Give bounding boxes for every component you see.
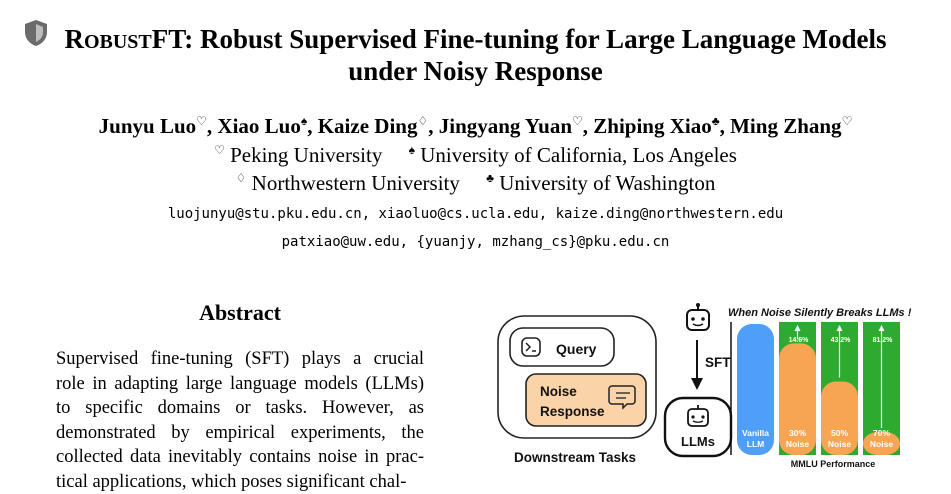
abstract-line: Supervised fine-tuning (SFT) plays a crucial [56, 347, 424, 372]
author-list: Junyu Luo♡, Xiao Luo♠, Kaize Ding♢, Jingyang Yuan♡, Zhiping Xiao♣, Ming Zhang♡ [0, 114, 951, 139]
abstract-line: tical applications, which poses significant chal- [56, 470, 424, 494]
robot-icon [687, 303, 709, 330]
mmlu-bar-chart [731, 322, 900, 455]
abstract-line: collected data inevitably contains noise in prac- [56, 445, 424, 470]
abstract-heading: Abstract [56, 300, 424, 326]
email-line-2: patxiao@uw.edu, {yuanjy, mzhang_cs}@pku.edu.cn [0, 234, 951, 250]
affiliation-line-2: ♢ Northwestern University ♣ University of Washington [0, 171, 951, 196]
affiliation-pku: Peking University [230, 143, 382, 167]
response-label: Response [540, 404, 605, 419]
abstract-line: role in adapting large language models (LLMs) [56, 372, 424, 397]
email-line-1: luojunyu@stu.pku.edu.cn, xiaoluo@cs.ucla.edu, kaize.ding@northwestern.edu [0, 206, 951, 222]
overview-figure [490, 298, 940, 477]
chart-category-label: 30% [789, 428, 806, 438]
affiliation-ucla: University of California, Los Angeles [420, 143, 737, 167]
affiliation-uw: University of Washington [499, 171, 715, 195]
downstream-label: Downstream Tasks [514, 450, 636, 465]
paper-title [0, 24, 951, 58]
title-line-1: FT: Robust Supervised Fine-tuning for Large Language Models [152, 24, 887, 54]
abstract-line: demonstrated by empirical experiments, the [56, 421, 424, 446]
chart-drop-label: 43.2% [831, 337, 852, 344]
chart-drop-label: 81.2% [873, 337, 894, 344]
chart-category-label: LLM [747, 439, 764, 449]
author-affiliation-mark: ♣ [712, 114, 720, 128]
author-name: Zhiping Xiao [593, 114, 711, 138]
affiliation-line-1: ♡ Peking University ♠ University of California, Los Angeles [0, 143, 951, 168]
author-affiliation-mark: ♡ [572, 114, 583, 128]
author-affiliation-mark: ♢ [417, 114, 428, 128]
affiliation-northwestern: Northwestern University [252, 171, 460, 195]
sft-label: SFT [705, 355, 731, 370]
chart-category-label: 70% [873, 428, 890, 438]
llms-label: LLMs [681, 434, 715, 449]
abstract-line: to specific domains or tasks. However, as [56, 396, 424, 421]
author-name: Xiao Luo [217, 114, 300, 138]
noise-label: Noise [540, 384, 577, 399]
query-label: Query [556, 341, 597, 357]
title-line-2: under Noisy Response [0, 56, 951, 87]
chart-category-label: Noise [870, 439, 893, 449]
title-smallcaps: ROBUST [64, 24, 151, 54]
author-affiliation-mark: ♡ [196, 114, 207, 128]
author-name: Ming Zhang [730, 114, 841, 138]
chart-category-label: 50% [831, 428, 848, 438]
chart-category-label: Noise [828, 439, 851, 449]
chart-title: When Noise Silently Breaks LLMs ! [728, 307, 912, 319]
author-name: Kaize Ding [318, 114, 418, 138]
chart-xlabel: MMLU Performance [791, 459, 876, 469]
chart-category-label: Noise [786, 439, 809, 449]
author-name: Junyu Luo [99, 114, 196, 138]
author-affiliation-mark: ♠ [301, 114, 307, 128]
author-name: Jingyang Yuan [439, 114, 572, 138]
chart-drop-label: 14.6% [789, 337, 810, 344]
chart-category-label: Vanilla [742, 428, 769, 438]
abstract-body [56, 347, 424, 494]
author-affiliation-mark: ♡ [842, 114, 853, 128]
